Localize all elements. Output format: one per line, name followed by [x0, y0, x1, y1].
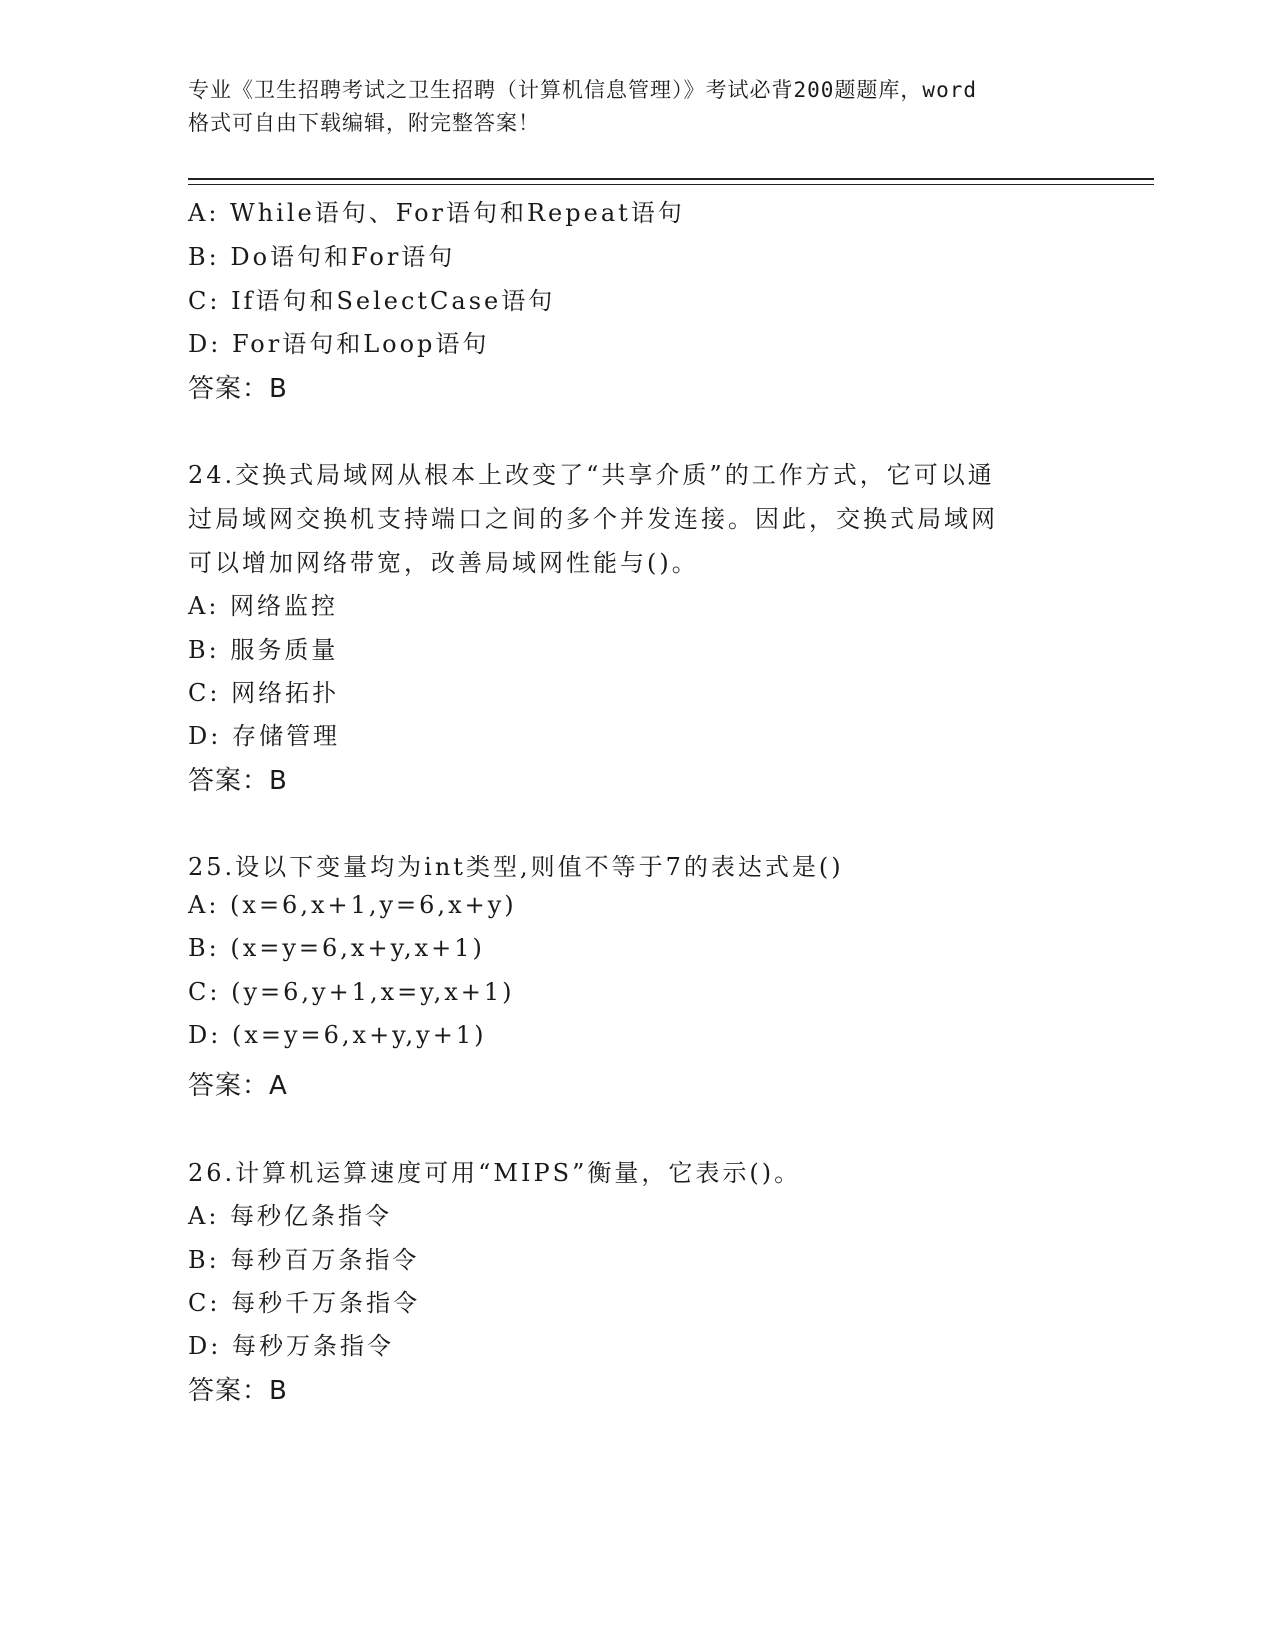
header-rule-thin	[188, 184, 1154, 185]
q24-stem-line-1: 24.交换式局域网从根本上改变了“共享介质”的工作方式，它可以通	[188, 461, 995, 489]
q24-option-b: B: 服务质量	[188, 636, 339, 664]
q26-option-c: C: 每秒千万条指令	[188, 1289, 421, 1317]
q25-option-a: A: (x=6,x+1,y=6,x+y)	[188, 891, 517, 919]
q26-stem-line-1: 26.计算机运算速度可用“MIPS”衡量，它表示()。	[188, 1159, 802, 1187]
q26-answer: 答案：B	[188, 1376, 288, 1406]
q26-option-a: A: 每秒亿条指令	[188, 1202, 393, 1230]
q26-option-b: B: 每秒百万条指令	[188, 1246, 420, 1274]
q23-option-d: D: For语句和Loop语句	[188, 330, 490, 358]
q25-stem-line-1: 25.设以下变量均为int类型,则值不等于7的表达式是()	[188, 853, 844, 881]
header-line-1: 专业《卫生招聘考试之卫生招聘（计算机信息管理）》考试必背200题题库，word	[188, 78, 977, 102]
q25-option-d: D: (x=y=6,x+y,y+1)	[188, 1021, 487, 1049]
q23-option-b: B: Do语句和For语句	[188, 243, 456, 271]
q25-option-c: C: (y=6,y+1,x=y,x+1)	[188, 978, 515, 1006]
q25-option-b: B: (x=y=6,x+y,x+1)	[188, 934, 485, 962]
document-header	[188, 74, 1088, 140]
q24-answer: 答案：B	[188, 766, 288, 796]
q25-answer: 答案：A	[188, 1071, 288, 1101]
q26-option-d: D: 每秒万条指令	[188, 1332, 394, 1360]
q24-stem-line-2: 过局域网交换机支持端口之间的多个并发连接。因此，交换式局域网	[188, 505, 998, 533]
q24-stem-line-3: 可以增加网络带宽，改善局域网性能与()。	[188, 549, 699, 577]
header-line-2: 格式可自由下载编辑，附完整答案！	[188, 111, 540, 135]
header-rule-thick	[188, 178, 1154, 180]
q23-option-c: C: If语句和SelectCase语句	[188, 287, 556, 315]
q24-option-c: C: 网络拓扑	[188, 679, 340, 707]
q24-option-d: D: 存储管理	[188, 722, 340, 750]
q24-option-a: A: 网络监控	[188, 592, 339, 620]
q23-answer: 答案：B	[188, 374, 288, 404]
q23-option-a: A: While语句、For语句和Repeat语句	[188, 199, 685, 227]
